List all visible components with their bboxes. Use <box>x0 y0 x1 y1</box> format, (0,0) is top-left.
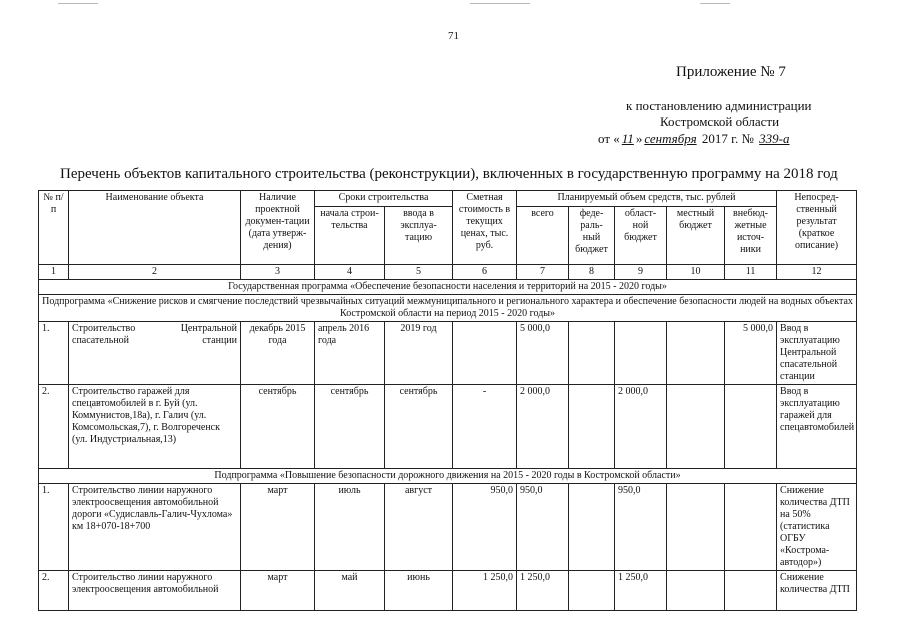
row-total: 1 250,0 <box>517 571 569 611</box>
column-number: 11 <box>725 265 777 280</box>
header-estimate: Сметная стоимость в текущих ценах, тыс. руб. <box>453 191 517 265</box>
row-commission: сентябрь <box>385 385 453 469</box>
row-project-doc: декабрь 2015 года <box>241 322 315 385</box>
row-regional: 2 000,0 <box>615 385 667 469</box>
row-commission: август <box>385 484 453 571</box>
row-federal <box>569 571 615 611</box>
header-extrabudget: внебюд-жетные источ-ники <box>725 207 777 265</box>
row-project-doc: март <box>241 571 315 611</box>
column-number: 3 <box>241 265 315 280</box>
row-start: апрель 2016 года <box>315 322 385 385</box>
row-federal <box>569 385 615 469</box>
row-estimate <box>453 322 517 385</box>
header-terms: Сроки строительства <box>315 191 453 207</box>
row-extrabudget: 5 000,0 <box>725 322 777 385</box>
column-number: 8 <box>569 265 615 280</box>
scan-edge-mark <box>470 3 530 4</box>
column-number: 10 <box>667 265 725 280</box>
header-start: начала строи-тельства <box>315 207 385 265</box>
row-estimate: 950,0 <box>453 484 517 571</box>
row-object-name: Строительство гаражей для спецавтомобилей в г. Буй (ул. Коммунистов,18а), г. Галич (ул. Комсомольская,7), г. Волгореченск (ул. Индустриальная,13) <box>69 385 241 469</box>
date-mid: » <box>635 131 643 146</box>
row-local <box>667 484 725 571</box>
scan-edge-mark <box>700 3 730 4</box>
row-total: 950,0 <box>517 484 569 571</box>
row-federal <box>569 484 615 571</box>
row-regional <box>615 322 667 385</box>
row-num: 1. <box>39 322 69 385</box>
column-number: 6 <box>453 265 517 280</box>
row-result: Ввод в эксплуатацию гаражей для спецавтомобилей <box>777 385 857 469</box>
column-number: 12 <box>777 265 857 280</box>
resolution-number: 339-а <box>759 131 790 146</box>
header-regional: област-ной бюджет <box>615 207 667 265</box>
row-total: 2 000,0 <box>517 385 569 469</box>
row-extrabudget <box>725 484 777 571</box>
row-project-doc: март <box>241 484 315 571</box>
header-commission: ввода в эксплуа-тацию <box>385 207 453 265</box>
row-start: сентябрь <box>315 385 385 469</box>
resolution-line: к постановлению администрации <box>626 98 812 113</box>
table-row <box>39 322 857 385</box>
header-name: Наименование объекта <box>69 191 241 265</box>
subprogram-1-title: Подпрограмма «Снижение рисков и смягчение последствий чрезвычайных ситуаций межмуниципального и регионального характера и обеспечение безопасности людей на водных объектах Костромской области на период 2015 - 2020 годы» <box>39 295 857 322</box>
document-title: Перечень объектов капитального строительства (реконструкции), включенных в государственную программу на 2018 год <box>60 166 838 182</box>
date-prefix: от « <box>598 131 620 146</box>
column-number: 9 <box>615 265 667 280</box>
objects-table <box>38 190 857 611</box>
row-regional: 1 250,0 <box>615 571 667 611</box>
resolution-date <box>598 131 792 147</box>
column-number: 1 <box>39 265 69 280</box>
row-object-name: Строительство линии наружного электроосвещения автомобильной дороги «Судиславль-Галич-Чухлома» км 18+070-18+700 <box>69 484 241 571</box>
header-planned: Планируемый объем средств, тыс. рублей <box>517 191 777 207</box>
row-commission: 2019 год <box>385 322 453 385</box>
row-num: 2. <box>39 571 69 611</box>
row-local <box>667 571 725 611</box>
column-number: 7 <box>517 265 569 280</box>
row-commission: июнь <box>385 571 453 611</box>
appendix-label: Приложение № 7 <box>676 64 786 80</box>
row-local <box>667 385 725 469</box>
header-num: № п/п <box>39 191 69 265</box>
row-result: Ввод в эксплуатацию Центральной спасательной станции <box>777 322 857 385</box>
subprogram-2-title: Подпрограмма «Повышение безопасности дорожного движения на 2015 - 2020 годы в Костромской области» <box>39 469 857 484</box>
header-project-doc: Наличие проектной докумен-тации (дата утверж-дения) <box>241 191 315 265</box>
row-num: 1. <box>39 484 69 571</box>
row-estimate: 1 250,0 <box>453 571 517 611</box>
row-estimate: - <box>453 385 517 469</box>
table-row <box>39 571 857 611</box>
row-federal <box>569 322 615 385</box>
date-day: 11 <box>621 131 634 146</box>
row-extrabudget <box>725 385 777 469</box>
row-object-name: Строительство Центральной спасательной станции <box>69 322 241 385</box>
page-number: 71 <box>448 30 459 42</box>
row-start: май <box>315 571 385 611</box>
date-month: сентября <box>644 131 697 146</box>
date-suffix: 2017 г. № <box>698 131 758 146</box>
header-federal: феде-раль-ный бюджет <box>569 207 615 265</box>
table-row <box>39 484 857 571</box>
row-regional: 950,0 <box>615 484 667 571</box>
column-number: 5 <box>385 265 453 280</box>
row-start: июль <box>315 484 385 571</box>
column-number: 2 <box>69 265 241 280</box>
header-result: Непосред-ственный результат (краткое описание) <box>777 191 857 265</box>
row-extrabudget <box>725 571 777 611</box>
program-title: Государственная программа «Обеспечение безопасности населения и территорий на 2015 - 2020 годы» <box>39 280 857 295</box>
row-project-doc: сентябрь <box>241 385 315 469</box>
row-num: 2. <box>39 385 69 469</box>
column-number: 4 <box>315 265 385 280</box>
row-local <box>667 322 725 385</box>
table-row <box>39 385 857 469</box>
row-object-name: Строительство линии наружного электроосвещения автомобильной <box>69 571 241 611</box>
region-line: Костромской области <box>660 114 780 129</box>
header-total: всего <box>517 207 569 265</box>
header-local: местный бюджет <box>667 207 725 265</box>
row-result: Снижение количества ДТП <box>777 571 857 611</box>
row-result: Снижение количества ДТП на 50% (статистика ОГБУ «Кострома-автодор») <box>777 484 857 571</box>
row-total: 5 000,0 <box>517 322 569 385</box>
scan-edge-mark <box>58 3 98 4</box>
